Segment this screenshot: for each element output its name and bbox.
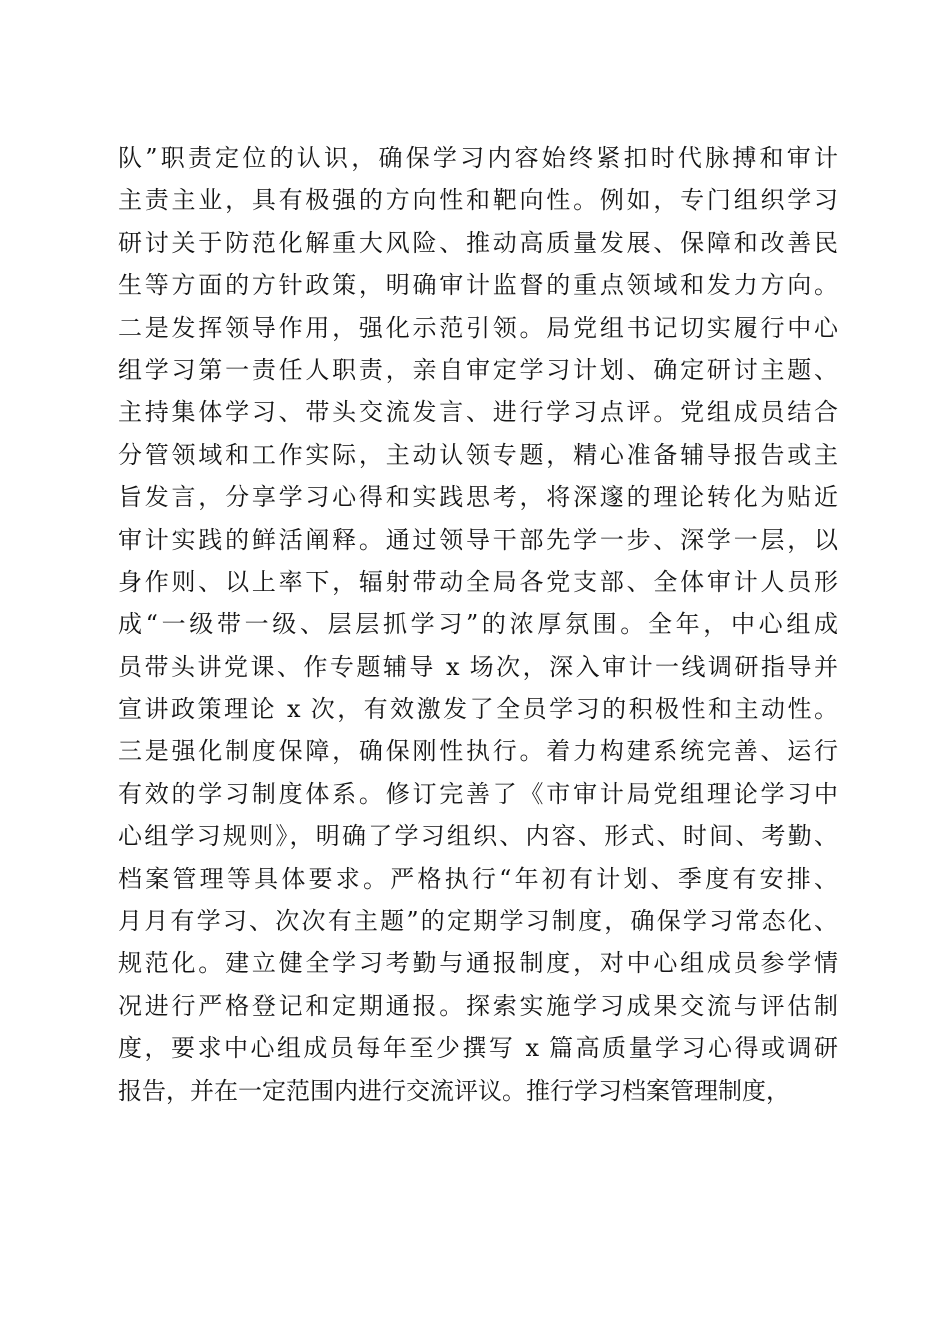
text-line: 生等方面的方针政策，明确审计监督的重点领域和发力方向。: [118, 271, 838, 300]
text-line: 宣讲政策理论 x 次，有效激发了全员学习的积极性和主动性。: [118, 695, 838, 724]
text-line: 审计实践的鲜活阐释。通过领导干部先学一步、深学一层，以: [118, 525, 838, 554]
text-line: 主责主业，具有极强的方向性和靶向性。例如，专门组织学习: [118, 186, 838, 215]
body-text: [118, 137, 838, 1112]
text-line: 有效的学习制度体系。修订完善了《市审计局党组理论学习中: [118, 779, 838, 808]
text-line: 成“一级带一级、层层抓学习”的浓厚氛围。全年，中心组成: [118, 610, 838, 639]
text-line: 月月有学习、次次有主题”的定期学习制度，确保学习常态化、: [118, 907, 838, 936]
text-line: 档案管理等具体要求。严格执行“年初有计划、季度有安排、: [118, 864, 838, 893]
text-line: 三是强化制度保障，确保刚性执行。着力构建系统完善、运行: [118, 737, 838, 766]
text-line: 分管领域和工作实际，主动认领专题，精心准备辅导报告或主: [118, 440, 838, 469]
text-line: 组学习第一责任人职责，亲自审定学习计划、确定研讨主题、: [118, 355, 838, 384]
text-line: 规范化。建立健全学习考勤与通报制度，对中心组成员参学情: [118, 949, 838, 978]
text-line: 员带头讲党课、作专题辅导 x 场次，深入审计一线调研指导并: [118, 652, 838, 681]
text-line: 身作则、以上率下，辐射带动全局各党支部、全体审计人员形: [118, 567, 838, 596]
text-line: 队”职责定位的认识，确保学习内容始终紧扣时代脉搏和审计: [118, 144, 838, 172]
text-line: 心组学习规则》，明确了学习组织、内容、形式、时间、考勤、: [118, 822, 838, 851]
text-line: 况进行严格登记和定期通报。探索实施学习成果交流与评估制: [118, 991, 838, 1020]
text-line: 度，要求中心组成员每年至少撰写 x 篇高质量学习心得或调研: [118, 1034, 838, 1063]
text-line: 研讨关于防范化解重大风险、推动高质量发展、保障和改善民: [118, 228, 838, 257]
text-line: 报告，并在一定范围内进行交流评议。推行学习档案管理制度，: [118, 1076, 790, 1105]
text-line: 旨发言，分享学习心得和实践思考，将深邃的理论转化为贴近: [118, 483, 838, 512]
text-line: 主持集体学习、带头交流发言、进行学习点评。党组成员结合: [118, 398, 838, 427]
text-line: 二是发挥领导作用，强化示范引领。局党组书记切实履行中心: [118, 313, 838, 342]
